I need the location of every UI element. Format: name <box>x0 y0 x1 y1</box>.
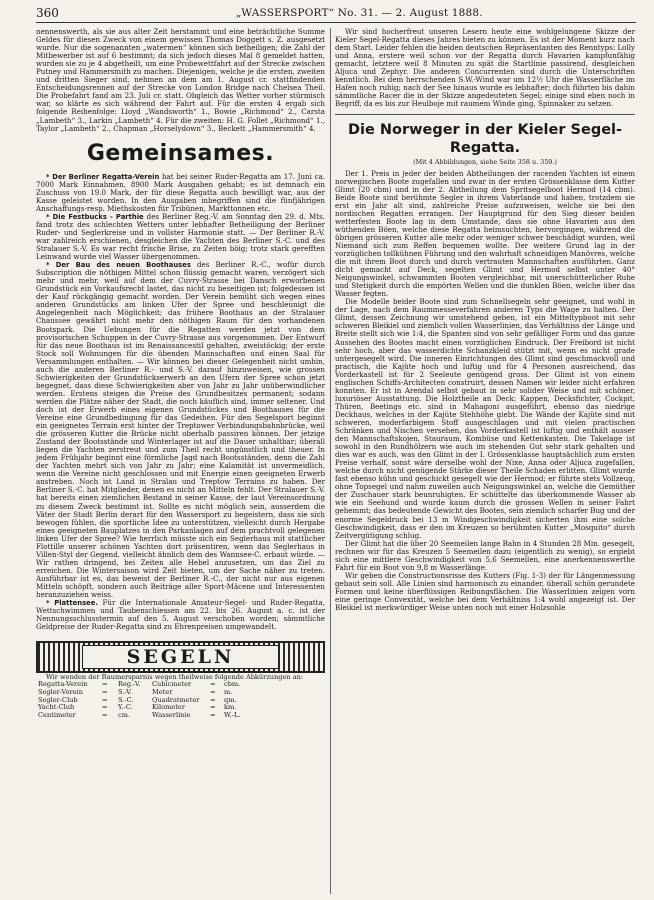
article-boothaus <box>36 261 325 599</box>
abbr-short: cm. <box>118 710 131 719</box>
abbr-term: Quadratmeter <box>152 695 200 704</box>
abbr-short: Y.-C. <box>118 703 133 712</box>
abbr-term: Segler-Club <box>38 695 78 704</box>
article-body: des Berliner R.-C., wofür durch Subscription die nöthigen Mittel schon flüssig gemacht waren, verzögert sich mehr und mehr, weil auf dem der Cuvry-Strasse bei Dansch erworbenen Grundstück ein Vorkaufsrecht lastet, das nicht zu beseitigen ist; folgedessen ist der Kauf rückgängig gemacht worden. Der Verein bemüht sich wegen eines anderen Grundstücks am linken Ufer der Spree und beschleunigt die Angelegenheit nach Möglichkeit; das frühere Boothaus an der Stralauer Chaussee gewährt nicht mehr den nöthigen Raum für den vorhandenen Bootspark. Die Uebungen für die Regatten werden jetzt von dem provisorischen Schuppen in der Cuvry-Strasse aus vorgenommen. Der Entwurf für das neue Boothaus ist im Renaissancestil gehalten, zweistöckig; der erste Stock soll Wohnungen für die übenden Mannschaften und einen Saal für Versammlungen enthalten. — Wir können bei dieser Gelegenheit nicht umhin, auch die anderen Berliner R.- und S.-V. darauf hinzuweisen, wie grossen Schwierigkeiten der Grundstückserwerb an den Ufern der Spree schon jetzt begegnet, dass diese Schwierigkeiten aber von Jahr zu Jahr unüberwindlicher werden. Erstens steigen die Preise des Grundbesitzes permanent; sodann werden die Plätze näher der Stadt, die noch käuflich sind, immer seltener. Und doch ist der Erwerb eines eigenen Grundstückes und Boothauses für die Vereine eine Grundbedingung für das Gedeihen. Für den Segelsport beginnt ein geeignetes Terrain erst hinter der Treptower Verbindungsbahnbrücke, weil die grösseren Kutter die Brücke nicht oberhalb passiren können. Der jetzige Zustand der Bootsstände und Winterlager ist auf die Dauer unhaltbar; überall liegen die Yachten zerstreut und zum Theil recht ungünstlich und theuer. In jedem Frühjahr beginnt eine förmliche Jagd nach Bootsständen, denn die Zahl der Yachten mehrt sich von Jahr zu Jahr; eine Kalamität ist unvermeidlich, wenn die Vereine nicht geschlossen und mit Energie einen geeigneten Erwerb anstreben. Noch ist Land in Stralau und Treptow Terrains zu haben. Der Berliner S.-C. hat Mitglieder, denen es nicht an Mitteln fehlt. Der Stralauer S.-V. hat bereits einen ziemlichen Bestand in seiner Kasse, der laut Vereinsordnung zu diesem Zweck bestimmt ist. Sollte es nicht möglich sein, ausserdem die Väter der Stadt Berlin derart für den Wassersport zu begeistern, dass sie sich bewogen fühlen, die sportliche Idee zu unterstützen, vielleicht durch Hergabe eines geeigneten Bauplatzes in den Parkanlagen auf dem prachtvoll gelegenen linken Ufer der Spree? Wie herrlich müsste sich ein Seglerhaus mit stattlicher Flottille unserer schönen Yachten dort präsentiren, wenn das Seglerhaus in Villen-Styl der Gegend, vielleicht ähnlich dem des Wannsee-C. erbaut würde. — Wir rathen dringend, bei Zeiten alle Hebel anzusetzen, um das Ziel zu erreichen. Die Wintersaison wird Zeit bieten, um der Sache näher zu treten. Ausführbar ist es, das beweist der Berliner R.-C., der nicht nur aus eigenen Mitteln schöpft, sondern auch Beiträge aller Sport-Mäcene und Interessenten heranzuziehen weiss. <box>36 260 325 600</box>
abbr-term: Cubicmeter <box>152 680 192 689</box>
article-body: Für die Internationale Amateur-Segel- und Ruder-Regatta, Wettschwimmen und Taubenschiessen am 22. bis 26. August a. c. ist der Nennungsschlusstermin auf den 5. August verschoben worden; sämmtliche Geldpreise der Ruder-Regatta sind zu Ehrenpreisen umgewandelt. <box>36 598 325 632</box>
abbr-short: qm. <box>224 695 237 704</box>
intro-paragraph: nennenswerth, als sie aus alter Zeit herstammt und eine beträchtliche Summe Geldes für diesen Zweck von einem gewissen Thomas Doggett s. Z. ausgesetzt wurde. Nur die sogenannten „watermen“ können sich betheiligen; die Zahl der Mitbewerber ist auf 6 bestimmt; da sich jedoch dieses Mal 8 gemeldet hatten, wurden sie zu je 4 abgetheilt, um eine Probewettfahrt auf der Strecke zwischen Putney und Hammersmith zu machen. Diejenigen, welche je die ersten, zweiten und dritten Sieger sind, nehmen an dem am 1. August cr. stattfindenden Entscheidungsrennen auf der Strecke von London Bridge nach Chelsea Theil. Die Probefahrt fand am 23. Juli cr. statt. Obgleich das Wetter vorher stürmisch war, so klärte es sich während der Fahrt auf. Für die ersten 4 ergab sich folgende Reihenfolge: Lloyd „Wandsworth“ 1., Bowie „Richmond“ 2., Carsta „Lambeth“ 3., Larkin „Lambeth“ 4. Für die zweiten: H. G. Follet „Richmond“ 1., Taylor „Lambeth“ 2., Chapman „Horselydown“ 3., Beckett „Hammersmith“ 4. <box>36 27 325 133</box>
abbr-eq: = <box>102 703 108 712</box>
segeln-banner <box>36 641 325 673</box>
section-subtitle: (Mit 4 Abbildungen, siehe Seite 358 u. 359.) <box>413 158 557 167</box>
abbr-eq: = <box>102 680 108 689</box>
abbr-short: S.-C. <box>118 695 134 704</box>
page-header <box>36 6 636 23</box>
abbr-term: Segler-Verein <box>38 687 84 696</box>
article-lead: * Der Bau des neuen Boothauses <box>46 261 191 270</box>
abbr-short: S.-V. <box>118 687 132 696</box>
abbr-short: cbm. <box>224 680 241 689</box>
column-divider <box>330 28 331 894</box>
article-lead: * Die Festbucks - Parthie <box>46 212 144 221</box>
abbr-eq: = <box>210 687 216 696</box>
article-lead: * Plattensee. <box>46 599 98 608</box>
abbr-eq: = <box>210 680 216 689</box>
abbr-eq: = <box>210 703 216 712</box>
abbr-eq: = <box>210 695 216 704</box>
right-column <box>335 28 635 894</box>
abbreviations-intro: Wir wenden der Raumersparnis wegen theilweise folgende Abkürzungen an: <box>46 673 304 682</box>
abbr-eq: = <box>102 695 108 704</box>
abbr-short: km. <box>224 703 237 712</box>
abbr-term: Wasserlinie <box>152 710 191 719</box>
abbr-term: Yacht-Club <box>38 703 75 712</box>
paragraph: Der 1. Preis in jeder der beiden Abtheilungen der racenden Yachten ist einem norwegischen Boote zugefallen und zwar in der ersten Grössenklasse dem Kutter Glimt (20 cbm) und in der 2. Abtheilung dem Spritsegelboot Hermod (14 cbm). Beide Boote sind berühmte Segler in ihrem Vaterlande und haben, trotzdem sie erst ein Jahr alt sind, zahlreiche Preise aufzuweisen, welche sie bei den nordischen Regatten errangen. Der Hauptgrund für den Sieg dieser beiden wetterfesten Boote lag in dem Umstande, dass sie ohne Havarien aus den wüthenden Böen, welche diese Regatta heimsuchten, hervorgingen, während die übrigen grösseren Kutter alle mehr oder weniger schwer beschädigt wurden, weil Niemand sich zum Reffen bequemen wollte. Der weitere Grund lag in der vorzüglichen tollkühnen Führung und den wahrhaft schneidigen Manövres, welche die mit ihrem Boot durch und durch vertrauten Mannschaften ausführten. Ganz dicht gemacht auf Deck, segelten Glimt und Hermod selbst unter 40° Neigungswinkel, schwammten Booten vergleichbar, mit unerschütterlicher Ruhe und Stetigkeit durch die empörten Wellen und die dunklen Böen, welche über das Wasser fegten. <box>335 168 635 299</box>
abbr-term: Meter <box>152 687 173 696</box>
abbreviations-table <box>36 681 325 719</box>
banner-title: SEGELN <box>82 645 279 669</box>
article-plattensee <box>36 599 325 631</box>
abbr-short: m. <box>224 687 233 696</box>
section-title-gemeinsames: Gemeinsames. <box>86 140 275 166</box>
section-title-norweger: Die Norweger in der Kieler Segel-Regatta. <box>335 114 635 157</box>
paragraph: Wir geben die Constructionsrisse des Kutters (Fig. 1-3) der für Längenmessung gebaut sein soll. Alle Linien sind harmonisch zu einander, überall schön gerundete Formen und keine überflüssigen Reibungsflächen. Die Wasserlinien zeigen vorn eine geringe Convexität, welche bei dem Verhältniss 1:4 wohl angezeigt ist. Der Bleikiel ist merkwürdiger Weise unten noch mit einer Holzsohle <box>335 570 635 613</box>
page-number: 360 <box>36 6 59 20</box>
article-regatta-verein <box>36 173 325 213</box>
abbr-eq: = <box>102 687 108 696</box>
abbr-eq: = <box>102 710 108 719</box>
abbr-eq: = <box>210 710 216 719</box>
abbr-term: Centimeter <box>38 710 76 719</box>
article-body: des Berliner Reg.-V. am Sonntag den 29. d. Mts. fand trotz des schlechten Wetters unter lebhafter Betheiligung der Berliner Ruder- und Seglerkreise und in vollster Harmonie statt. — Der Berliner R.-V. war zahlreich erschienen, desgleichen die Yachten des Berliner S.-C. und des Stralauer S.-V. Es war recht frische Brise, zu Zeiten böig; trotz stark gerefften Leinwand wurde viel Wasser übergenommen. <box>36 211 325 262</box>
abbr-term: Kilometer <box>152 703 185 712</box>
article-body: hat bei seiner Ruder-Regatta am 17. Juni ca. 7000 Mark Einnahmen, 8900 Mark Ausgaben gehabt; es ist demnach ein Zuschuss von 19.0 Mark, der für diese Regatta auch bewilligt war, aus der Kasse geleistet worden. In den Ausgaben inbegriffen sind die fünfjährigen Anschaffungs-resp. Miethskosten für Tribünen, Markttonnen etc. <box>36 171 325 213</box>
abbr-term: Regatta-Verein <box>38 680 88 689</box>
article-lead: * Der Berliner Regatta-Verein <box>46 172 160 181</box>
paragraph: Die Modelle beider Boote sind zum Schnellsegeln sehr geeignet, und wohl in der Lage, nach dem Raummesseverfahren anderen Typs die Wage zu halten. Der Glimt, dessen Zeichnung wir umstehend geben, ist ein Mitteltypboot mit sehr schweren Bleikiel und ziemlich vollen Wasserlinien, das Verhältniss der Länge und Breite stellt sich wie 1:4, die Spanten sind von sehr gefälliger Form und das ganze Aussehen des Bootes macht einen vorzüglichen Eindruck. Der Freibord ist nicht sehr hoch, aber das wasserdichte Schanzkleid stützt mit, wenn es nicht grade untergesegelt wird. Die inneren Einrichtungen des Glimt sind geschmackvoll und practisch, die Kajüte hoch und luftig und für 4 Personen ausreichend, das Vorderkastell ist für 2 Seeleute genügend gross. Der Glimt ist von einem englischen Schiffs-Architecten construirt, dessen Namen wir leider nicht erfahren konnten. Er ist in Arendal selbst gebaut in sehr solider Weise und mit schöner, luxuriöser Ausstattung. Die Holztheile an Deck: Kappen, Decksfichter, Cockpit, Thüren, Beetings etc. sind in Mahagoni ausgeführt, ebenso das niedrige Deckhaus, welches in der Kajüte Stehhöhe giebt. Die Wände der Kajüte sind mit schweren, moderfarbigem Stoff ausgeschlagen und mit vielen practischen Schränken und Nischen versehen, das Vorderkastell ist luftig und enthält ausser den Mannschaftskojen, Stauraum, Kombüse und Kettenkasten. Die Takelage ist sowohl in den Rundhölzern wie auch im stehenden Gut sehr stark gehalten und dies war es auch, was den Glimt in der I. Grössenklasse hauptsächlich zum ersten Preise verhalf, sonst wäre derselbe wohl der Nixe, Anna oder Aljuca zugefallen, welche durch nicht genügende Stärke dieser Theile Schaden erlitten. Glimt wurde fast ebenso kühn und geschickt gesegelt wie der Hermod; er führte stets Vollzeug, ohne Topsegel und nahm zuweilen auch Neigungswinkel an, welche die Gemüther der Zuschauer stark beunruhigten. Er schüttelte das überkommende Wasser ab wie ein Seehund und wurde kaum durch die grossen Wellen in seiner Fahrt gehemmt; das bedeutende Gewicht des Bootes, sein ziemlich scharfer Bug und der enorme Segeldruck bei 13 m Windgeschwindigkeit sicherten ihm eine solche Geschwindigkeit, dass er den im Kreuzen so berühmten Kutter „Mosquito“ durch Zeitvergütigung schlug. <box>335 297 635 540</box>
article-parthie <box>36 213 325 261</box>
paragraph: Der Glimt hat die über 20 Seemeilen lange Bahn in 4 Stunden 28 Min. gesegelt, rechnen wir für das Kreuzen 5 Seemeilen dazu (eigentlich zu wenig), so ergiebt sich eine mittlere Geschwindigkeit von 5,6 Seemeilen, eine anerkennenswerthe Fahrt für ein Boot von 9,8 m Wasserlänge. <box>335 538 635 572</box>
running-title: „WASSERSPORT“ No. 31. — 2. August 1888. <box>236 7 483 19</box>
left-column <box>36 28 325 894</box>
abbr-short: W.-L. <box>224 710 241 719</box>
intro-kieler-skizze: Wir sind hocherfreut unseren Lesern heute eine wohlgelungene Skizze der Kieler Segel-Regatta dieses Jahres bieten zu können. Es ist der Moment kurz nach dem Start. Leider fehlen die beiden deutschen Repräsentanten des Renntyps: Lolly und Anna, erstere weil schon vor der Regatta durch Havarien kampfunfähig gemacht, letztere weil 8 Minuten zu spät die Startlinie passirend, desgleichen Aljuca und Zephyr. Die anderen Concurrenten sind durch die Unterschriften kenntlich. Bei dem herrschenden S.W.-Wind war um 12½ Uhr die Wasserfläche im Hafen noch ruhig; nach der See hinaus wurde es lebhafter; doch führten bis dahin sämmtliche Racer die in der Skizze angedeuteten Segel; einige sind eben noch in Begriff, da es bis zur Heulboje mit raumem Winde ging, Spinnaker zu setzen. <box>335 27 636 109</box>
abbr-short: Reg.-V. <box>118 680 141 689</box>
